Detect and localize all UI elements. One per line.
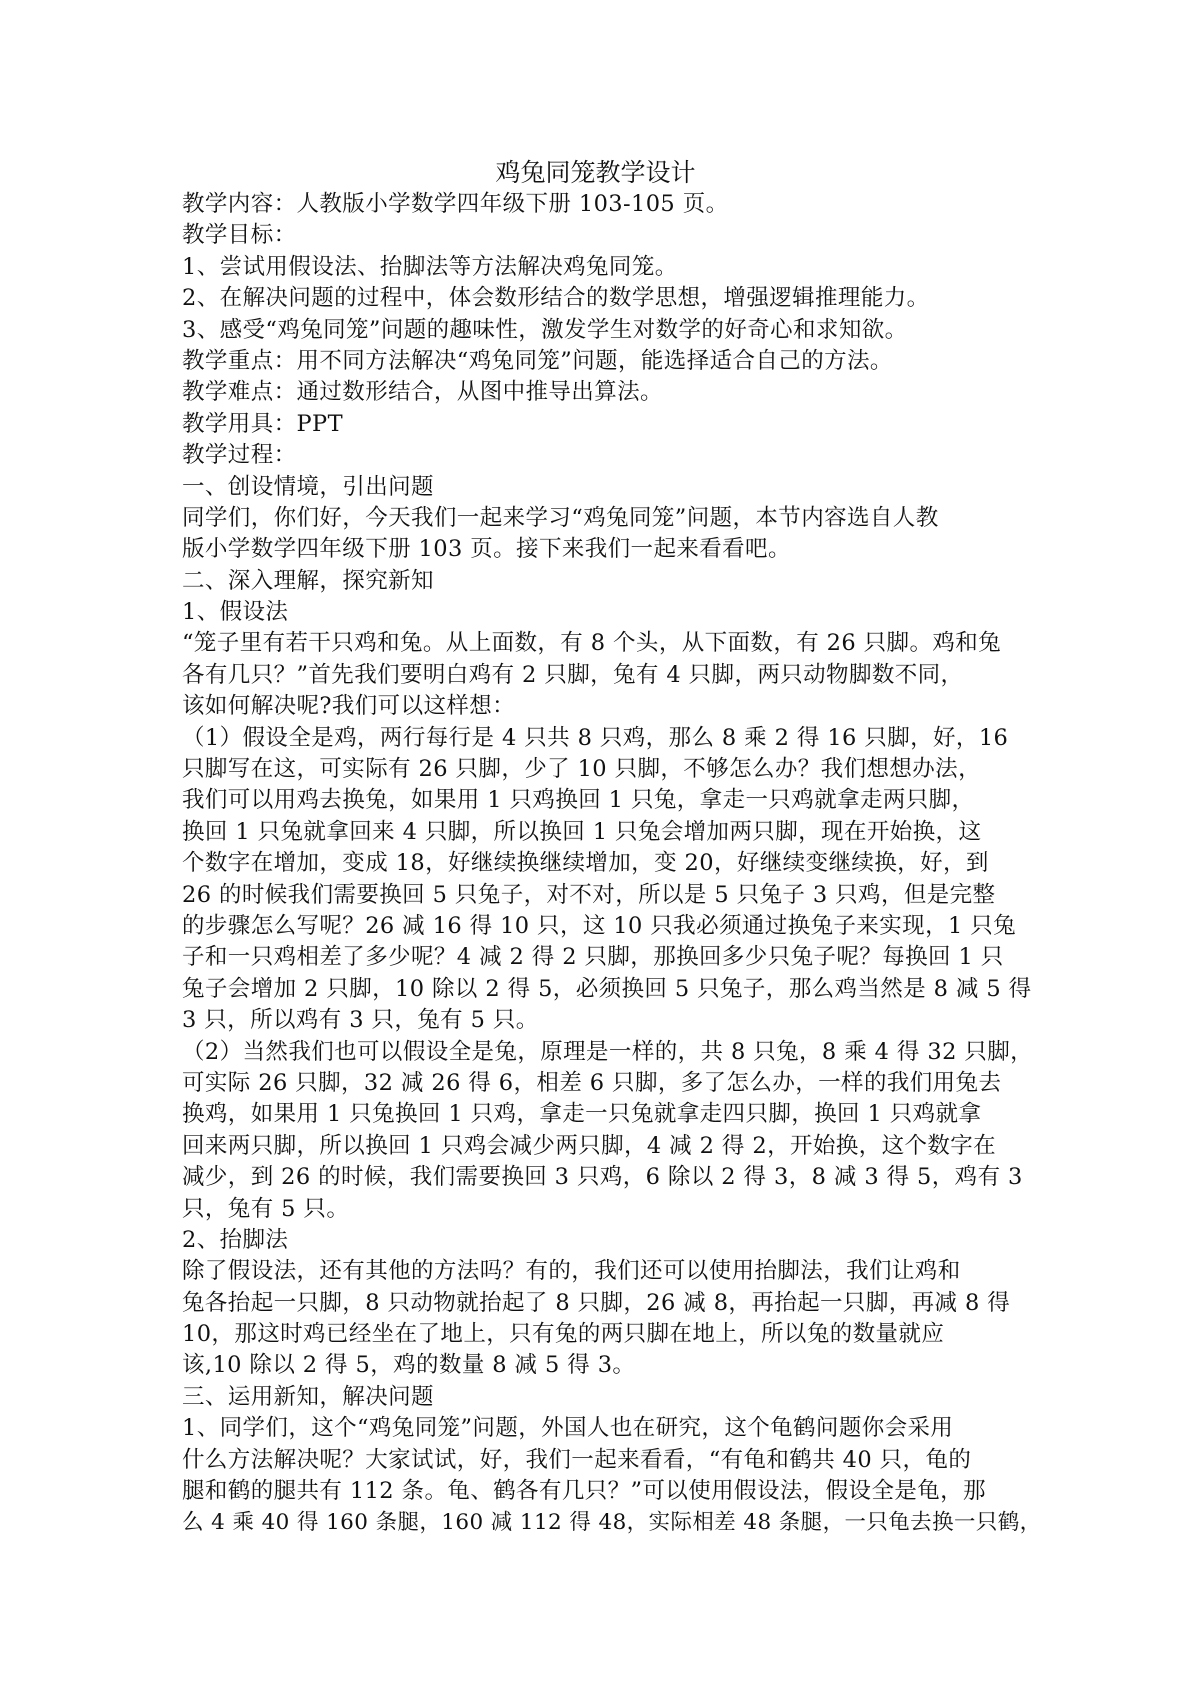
text-line: 1、假设法 [182, 599, 289, 626]
text-line: 除了假设法，还有其他的方法吗？有的，我们还可以使用抬脚法，我们让鸡和 [182, 1258, 961, 1285]
text-line: 兔各抬起一只脚，8 只动物就抬起了 8 只脚，26 减 8，再抬起一只脚，再减 8 得 [182, 1289, 1011, 1316]
text-line: 我们可以用鸡去换兔，如果用 1 只鸡换回 1 只兔，拿走一只鸡就拿走两只脚， [182, 787, 975, 814]
text-line: 可实际 26 只脚，32 减 26 得 6，相差 6 只脚，多了怎么办，一样的我们用兔去 [182, 1069, 1002, 1096]
text-line: 什么方法解决呢？大家试试，好，我们一起来看看，“有龟和鹤共 40 只，龟的 [182, 1446, 972, 1473]
document-title: 鸡兔同笼教学设计 [495, 158, 696, 187]
text-line: 2、在解决问题的过程中，体会数形结合的数学思想，增强逻辑推理能力。 [182, 285, 930, 312]
text-line: 3、感受“鸡兔同笼”问题的趣味性，激发学生对数学的好奇心和求知欲。 [182, 316, 908, 343]
text-line: 26 的时候我们需要换回 5 只兔子，对不对，所以是 5 只兔子 3 只鸡，但是完整 [182, 881, 996, 908]
text-line: 版小学数学四年级下册 103 页。接下来我们一起来看看吧。 [182, 536, 791, 563]
text-line: 10，那这时鸡已经坐在了地上，只有兔的两只脚在地上，所以兔的数量就应 [182, 1321, 945, 1348]
text-line: 2、抬脚法 [182, 1226, 289, 1253]
text-line: 三、运用新知，解决问题 [182, 1383, 434, 1410]
text-line: （1）假设全是鸡，两行每行是 4 只共 8 只鸡，那么 8 乘 2 得 16 只脚，好，16 [182, 724, 1009, 751]
text-line: 回来两只脚，所以换回 1 只鸡会减少两只脚，4 减 2 得 2，开始换，这个数字在 [182, 1132, 997, 1159]
text-line: 么 4 乘 40 得 160 条腿，160 减 112 得 48，实际相差 48 条腿，一只龟去换一只鹤， [182, 1510, 1042, 1536]
text-line: 只脚写在这，可实际有 26 只脚，少了 10 只脚，不够怎么办？我们想想办法， [182, 756, 981, 783]
text-line: 该如何解决呢?我们可以这样想： [182, 693, 516, 720]
text-line: 1、尝试用假设法、抬脚法等方法解决鸡兔同笼。 [182, 253, 678, 280]
document-body [182, 189, 1042, 1539]
text-line: 该,10 除以 2 得 5，鸡的数量 8 减 5 得 3。 [182, 1352, 636, 1379]
text-line: 各有几只？”首先我们要明白鸡有 2 只脚，兔有 4 只脚，两只动物脚数不同， [182, 661, 964, 688]
text-line: 兔子会增加 2 只脚，10 除以 2 得 5，必须换回 5 只兔子，那么鸡当然是 8 减 5 得 [182, 975, 1032, 1002]
text-line: 教学目标： [182, 222, 297, 249]
text-line: （2）当然我们也可以假设全是兔，原理是一样的，共 8 只兔，8 乘 4 得 32 只脚， [182, 1038, 1034, 1065]
text-line: 教学重点：用不同方法解决“鸡兔同笼”问题，能选择适合自己的方法。 [182, 347, 893, 374]
text-line: 换回 1 只兔就拿回来 4 只脚，所以换回 1 只兔会增加两只脚，现在开始换，这 [182, 818, 982, 845]
text-line: 换鸡，如果用 1 只兔换回 1 只鸡，拿走一只兔就拿走四只脚，换回 1 只鸡就拿 [182, 1101, 982, 1128]
text-line: 个数字在增加，变成 18，好继续换继续增加，变 20，好继续变继续换，好，到 [182, 850, 989, 877]
text-line: 腿和鹤的腿共有 112 条。龟、鹤各有几只？”可以使用假设法，假设全是龟，那 [182, 1478, 986, 1505]
text-line: 教学内容：人教版小学数学四年级下册 103-105 页。 [182, 191, 729, 217]
text-line: 一、创设情境，引出问题 [182, 473, 434, 500]
text-line: “笼子里有若干只鸡和兔。从上面数，有 8 个头，从下面数，有 26 只脚。鸡和兔 [182, 630, 1002, 657]
text-line: 的步骤怎么写呢？26 减 16 得 10 只，这 10 只我必须通过换兔子来实现，1 只兔 [182, 912, 1017, 939]
text-line: 教学用具：PPT [182, 410, 343, 437]
text-line: 同学们，你们好，今天我们一起来学习“鸡兔同笼”问题，本节内容选自人教 [182, 504, 939, 531]
text-line: 子和一只鸡相差了多少呢？4 减 2 得 2 只脚，那换回多少只兔子呢？每换回 1 只 [182, 944, 1004, 971]
text-line: 二、深入理解，探究新知 [182, 567, 434, 594]
text-line: 只，兔有 5 只。 [182, 1195, 350, 1222]
text-line: 教学过程： [182, 442, 297, 469]
text-line: 教学难点：通过数形结合，从图中推导出算法。 [182, 379, 663, 406]
text-line: 1、同学们，这个“鸡兔同笼”问题，外国人也在研究，这个龟鹤问题你会采用 [182, 1415, 954, 1442]
text-line: 减少，到 26 的时候，我们需要换回 3 只鸡，6 除以 2 得 3，8 减 3 得 5，鸡有 3 [182, 1164, 1023, 1191]
text-line: 3 只，所以鸡有 3 只，兔有 5 只。 [182, 1007, 539, 1034]
